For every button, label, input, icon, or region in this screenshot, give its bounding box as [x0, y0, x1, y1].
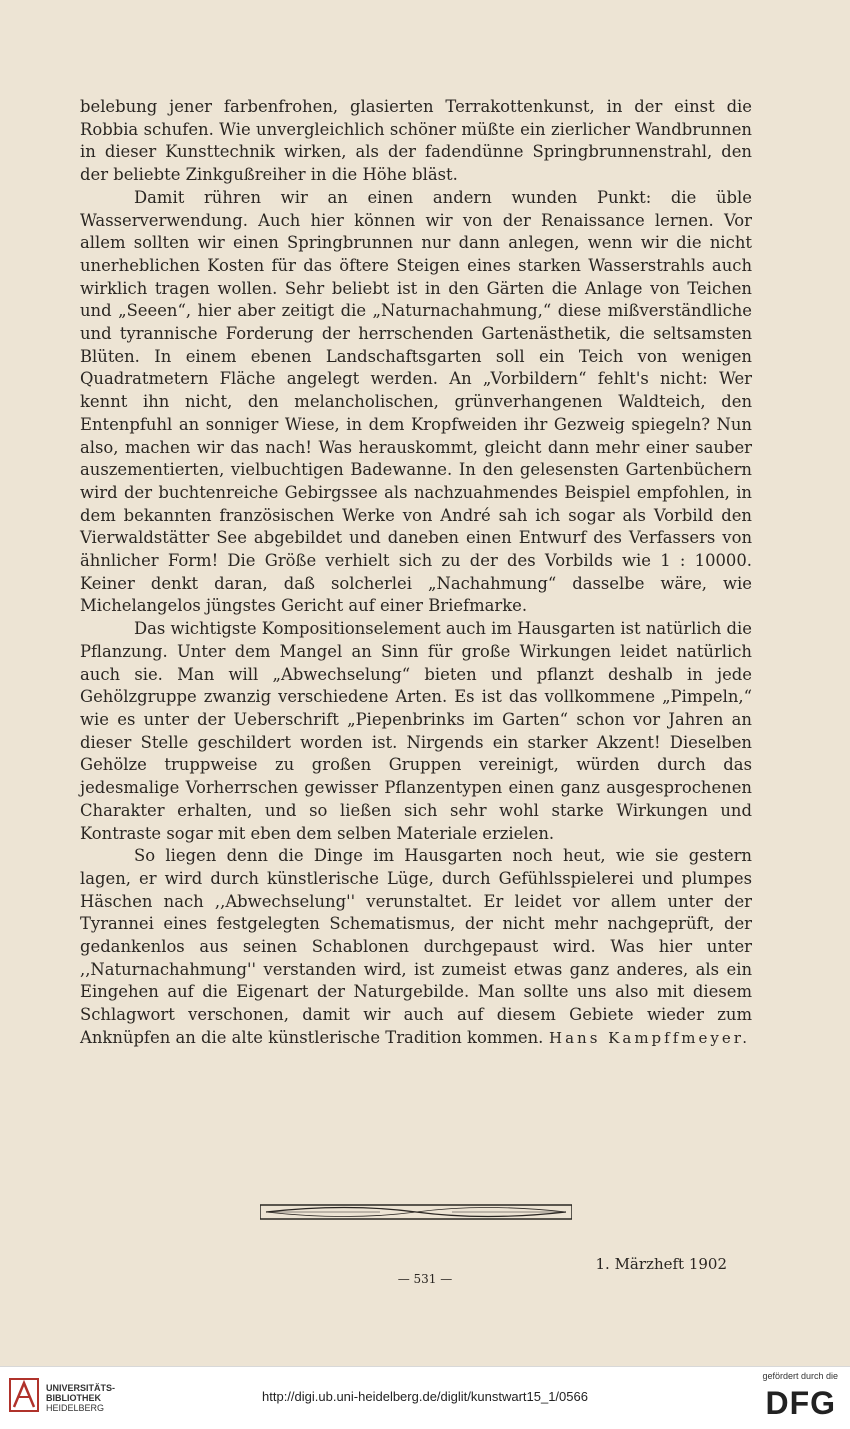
- dfg-logo[interactable]: DFG: [765, 1385, 836, 1421]
- article-body: [80, 96, 752, 1050]
- section-ornament-icon: [260, 1203, 572, 1221]
- viewer-footer: [0, 1366, 850, 1429]
- author-signature: Hans Kampffmeyer.: [549, 1028, 750, 1047]
- page-number: — 531 —: [397, 1272, 453, 1286]
- paragraph-2: Damit rühren wir an einen andern wunden Punkt: die üble Wasserverwendung. Auch hier können wir von der Renaissance lernen. Vor allem sollten wir einen Springbrunnen nur dann anlegen, wenn wir die nicht unerheblichen Kosten für das öftere Steigen eines starken Wasserstrahls auch wirklich tragen wollen. Sehr beliebt ist in den Gärten die Anlage von Teichen und „Seeen“, hier aber zeitigt die „Naturnachahmung,“ diese mißverständliche und tyrannische Forderung der herrschenden Gartenästhetik, die seltsamsten Blüten. In einem ebenen Landschaftsgarten soll ein Teich von wenigen Quadratmetern Fläche angelegt werden. An „Vorbildern“ fehlt's nicht: Wer kennt ihn nicht, den melancholischen, grünverhangenen Waldteich, den Entenpfuhl an sonniger Wiese, in dem Kropfweiden ihr Gezweig spiegeln? Nun also, machen wir das nach! Was herauskommt, gleicht dann mehr einer sauber auszementierten, vielbuchtigen Badewanne. In den gelesensten Gartenbüchern wird der buchtenreiche Gebirgssee als nachzuahmendes Beispiel empfohlen, in dem bekannten französischen Werke von André sah ich sogar als Vorbild den Vierwaldstätter See abgebildet und daneben einen Entwurf des Verfassers von ähnlicher Form! Die Größe verhielt sich zu der des Vorbilds wie 1 : 10000. Keiner denkt daran, daß solcherlei „Nachahmung“ dasselbe wäre, wie Michelangelos jüngstes Gericht auf einer Briefmarke.: [80, 187, 752, 616]
- university-line-2: BIBLIOTHEK: [46, 1393, 101, 1403]
- funded-by-label: gefördert durch die: [762, 1371, 838, 1381]
- paragraph-1: belebung jener farbenfrohen, glasierten Terrakottenkunst, in der einst die Robbia schufen. Wie unvergleichlich schöner müßte ein zierlicher Wandbrunnen in dieser Kunsttechnik wirken, als der fadendünne Springbrunnenstrahl, den der beliebte Zinkgußreiher in die Höhe bläst.: [80, 97, 752, 185]
- university-line-3: HEIDELBERG: [46, 1403, 105, 1413]
- university-line-1: UNIVERSITÄTS-: [46, 1383, 116, 1393]
- paragraph-4: So liegen denn die Dinge im Hausgarten noch heut, wie sie gestern lagen, er wird durch künstlerische Lüge, durch Gefühlsspielerei und plumpes Häschen nach ,,Abwechselung'' verunstaltet. Er leidet vor allem unter der Tyrannei eines festgelegten Schematismus, der nicht mehr nachgeprüft, der gedankenlos aus seinen Schablonen durchgepaust wird. Was hier unter ,,Naturnachahmung'' verstanden wird, ist zumeist etwas ganz anderes, als ein Eingehen auf die Eigenart der Naturgebilde. Man sollte uns also mit diesem Schlagwort verschonen, damit wir auch auf diesem Gebiete wieder zum Anknüpfen an die alte künstlerische Tradition kommen.: [80, 846, 752, 1047]
- permalink-url[interactable]: http://digi.ub.uni-heidelberg.de/diglit/kunstwart15_1/0566: [262, 1389, 588, 1404]
- paragraph-3: Das wichtigste Kompositionselement auch im Hausgarten ist natürlich die Pflanzung. Unter dem Mangel an Sinn für große Wirkungen leidet natürlich auch sie. Man will „Abwechselung“ bieten und pflanzt deshalb in jede Gehölzgruppe zwanzig verschiedene Arten. Es ist das vollkommene „Pimpeln,“ wie es unter der Ueberschrift „Piepenbrinks im Garten“ schon vor Jahren an dieser Stelle geschildert worden ist. Nirgends ein starker Akzent! Dieselben Gehölze truppweise zu großen Gruppen vereinigt, würden durch das jedesmalige Vorherrschen gewisser Pflanzentypen einen ganz ausgesprochenen Charakter erhalten, und so ließen sich sehr wohl starke Wirkungen und Kontraste sogar mit eben dem selben Materiale erzielen.: [80, 619, 752, 843]
- issue-date: 1. Märzheft 1902: [595, 1255, 727, 1273]
